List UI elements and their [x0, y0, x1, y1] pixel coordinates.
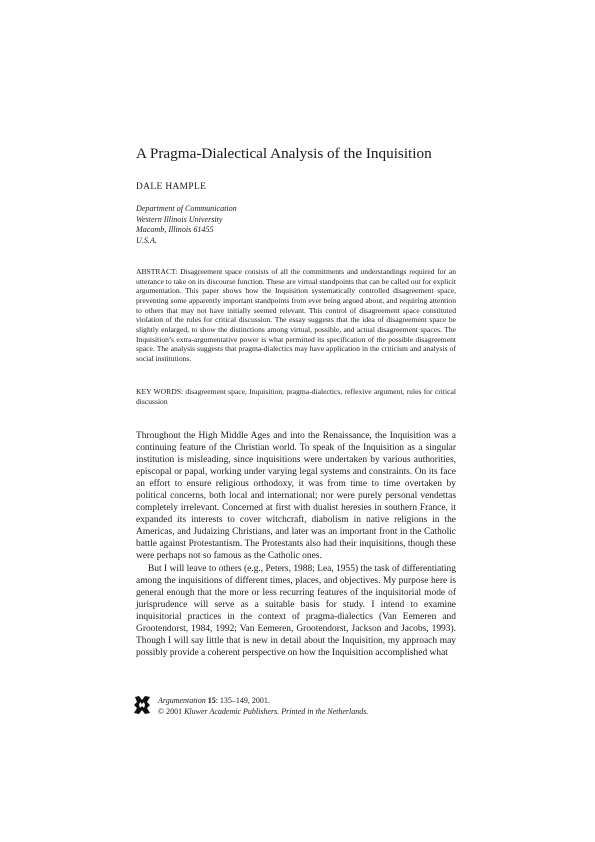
keywords: KEY WORDS: disagreement space, Inquisition, pragma-dialectics, reflexive argument, rules for critical discussion [136, 387, 456, 406]
paper-title: A Pragma-Dialectical Analysis of the Inquisition [136, 145, 432, 162]
journal-citation [158, 696, 368, 707]
author-affiliation [136, 204, 237, 246]
abstract: ABSTRACT: Disagreement space consists of all the commitments and understandings required for an utterance to take on its discourse function. These are virtual standpoints that can be called out for explicit argumentation. This paper shows how the Inquisition systematically controlled disagreement space, preventing some apparently important standpoints from ever being argued about, and requiring attention to others that may not have initially seemed relevant. This control of disagreement space constituted violation of the rules for critical discussion. The essay suggests that the idea of disagreement space be slightly enlarged, to show the distinctions among virtual, possible, and actual disagreement spaces. The Inquisition’s extra-argumentative power is what permitted its specification of the possible disagreement space. The analysis suggests that pragma-dialectics may have application in the criticism and analysis of social institutions. [136, 267, 456, 363]
journal-name: Argumentation [158, 696, 206, 705]
body-text [136, 430, 456, 659]
body-paragraph: Throughout the High Middle Ages and into the Renaissance, the Inquisition was a continuing feature of the Christian world. To speak of the Inquisition as a singular institution is misleading, since inquisitions were undertaken by various authorities, episcopal or papal, working under varying legal systems and constraints. On its face an effort to ensure religious orthodoxy, it was from time to time overtaken by political concerns, both local and international; nor were purely personal vendettas completely irrelevant. Concerned at first with dualist heresies in southern France, it expanded its interests to cover witchcraft, diabolism in native religions in the Americas, and Judaizing Christians, and later was an important front in the Catholic battle against Protestantism. The Protestants also had their inquisitions, though these were perhaps not so famous as the Catholic ones. [136, 431, 456, 562]
journal-pages: : 135–149, 2001. [215, 696, 270, 705]
affiliation-line: Western Illinois University [136, 214, 223, 224]
affiliation-line: Department of Communication [136, 204, 237, 213]
journal-volume: 15 [207, 696, 216, 705]
citation-info [158, 696, 368, 717]
copyright-symbol: © [158, 706, 165, 716]
copyright-year: 2001 [166, 706, 183, 716]
author-name: DALE HAMPLE [136, 182, 207, 192]
kluwer-logo-icon [134, 696, 151, 714]
publisher: Kluwer Academic Publishers. Printed in the Netherlands. [184, 706, 369, 716]
copyright-line [158, 707, 368, 718]
affiliation-line: U.S.A. [136, 235, 157, 245]
body-paragraph: But I will leave to others (e.g., Peters, 1988; Lea, 1955) the task of differentiating among the inquisitions of different times, places, and objectives. My purpose here is general enough that the more or less recurring features of the inquisitorial mode of jurisprudence will serve as a suitable basis for study. I intend to examine inquisitorial practices in the context of pragma-dialectics (Van Eemeren and Grootendorst, 1984, 1992; Van Eemeren, Grootendorst, Jackson and Jacobs, 1993). Though I will say little that is new in detail about the Inquisition, my approach may possibly provide a coherent perspective on how the Inquisition accomplished what [136, 563, 456, 658]
affiliation-line: Macomb, Illinois 61455 [136, 225, 214, 235]
publication-footer [134, 696, 464, 722]
